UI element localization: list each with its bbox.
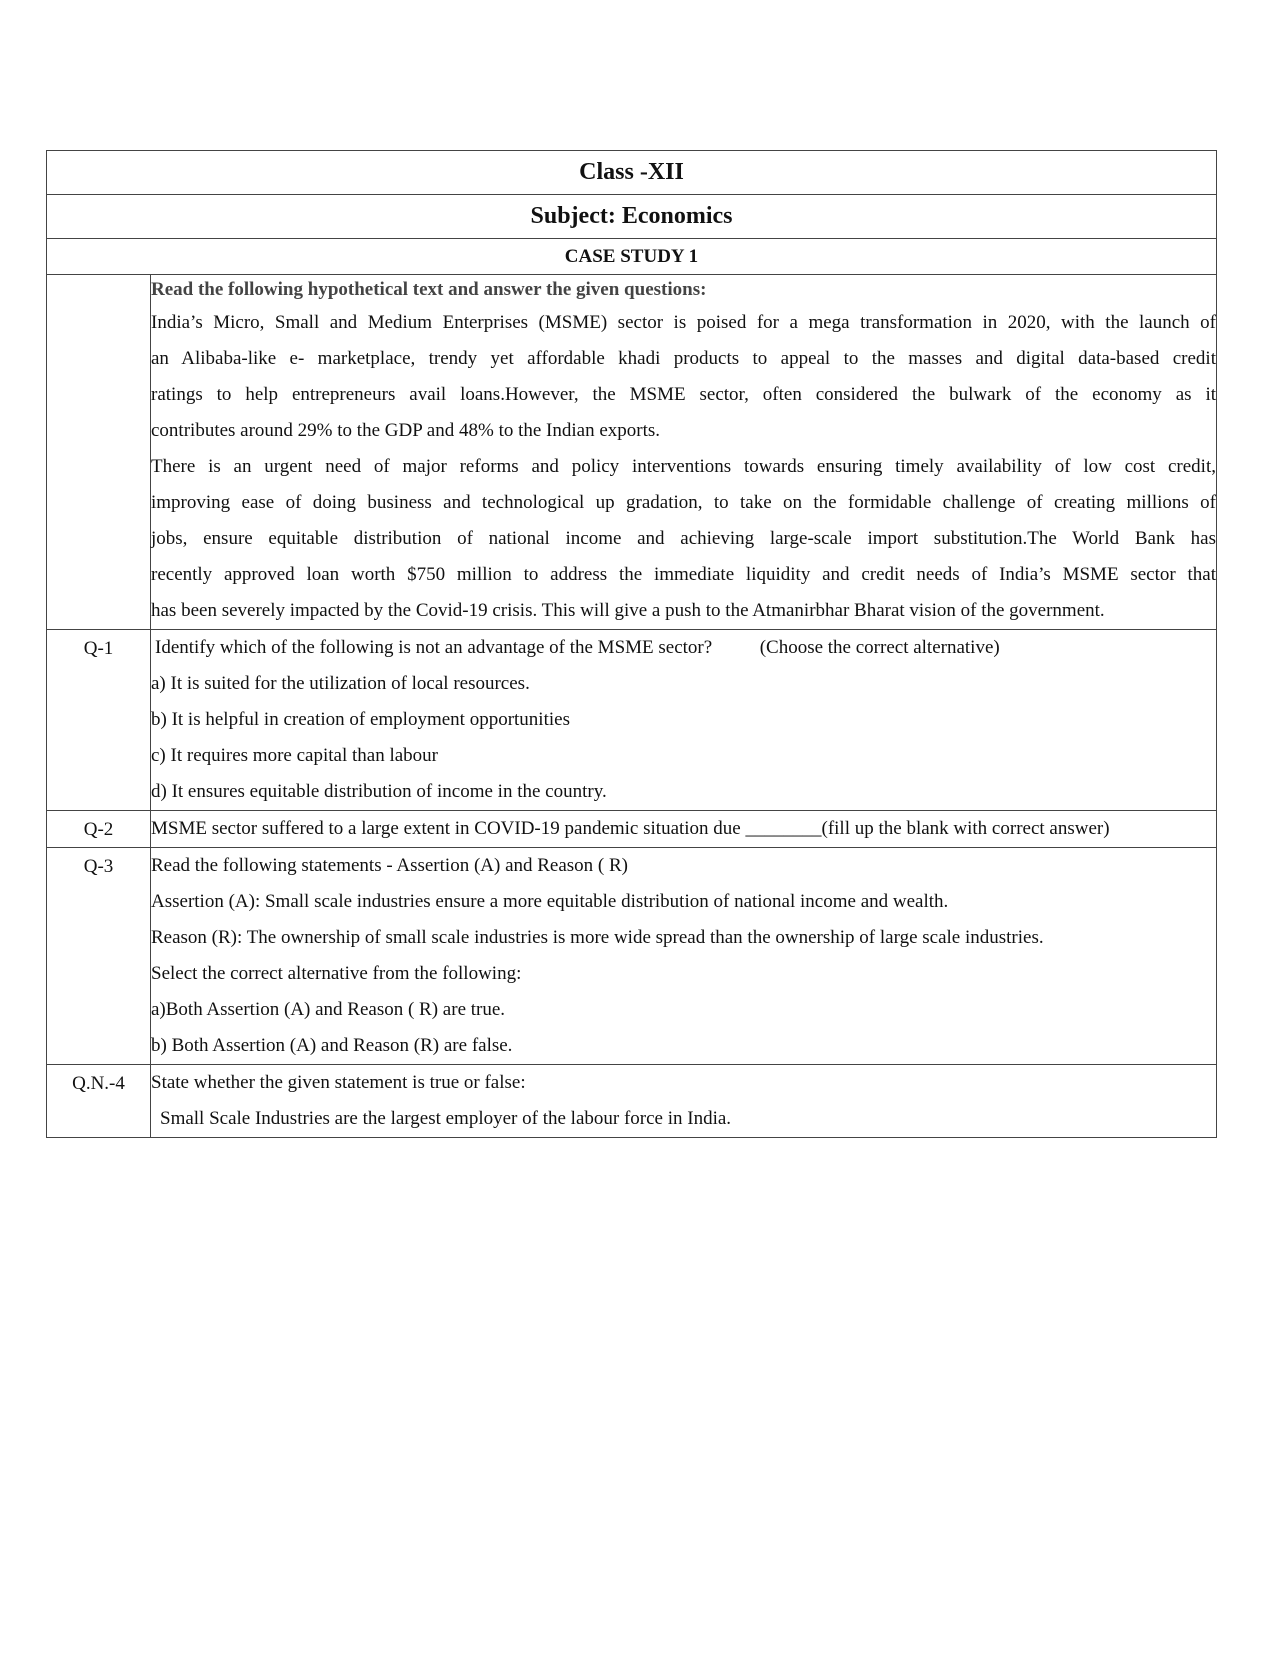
passage-line: There is an urgent need of major reforms and policy interventions towards ensuring timely availability of low cost credit, [151,456,1216,477]
passage-cell [151,275,1217,630]
passage-line: contributes around 29% to the GDP and 48% to the Indian exports. [151,420,661,441]
question-label-cell [47,848,151,1065]
passage-label-cell [47,275,151,630]
question-label-cell [47,811,151,848]
question-row-q4 [47,1065,1217,1138]
passage-row [47,275,1217,630]
question-label-cell [47,1065,151,1138]
passage-line: improving ease of doing business and technological up gradation, to take on the formidable challenge of creating millions of [151,492,1216,513]
option-b: b) Both Assertion (A) and Reason (R) are false. [151,1035,513,1056]
case-study-table [46,150,1217,1138]
subject-row [47,195,1217,239]
class-title: Class -XII [47,151,1217,195]
passage-line: recently approved loan worth $750 million to address the immediate liquidity and credit needs of India’s MSME sector that [151,564,1216,585]
passage-line: ratings to help entrepreneurs avail loans.However, the MSME sector, often considered the bulwark of the economy as it [151,384,1216,405]
option-a: a) It is suited for the utilization of local resources. [151,673,530,694]
question-text: State whether the given statement is true or false: [151,1072,526,1093]
class-row [47,151,1217,195]
question-body [151,848,1217,1065]
select-instruction: Select the correct alternative from the following: [151,963,522,984]
question-body [151,1065,1217,1138]
question-body [151,630,1217,811]
question-label-cell [47,630,151,811]
reason-text: Reason (R): The ownership of small scale industries is more wide spread than the ownership of large scale industries. [151,927,1044,948]
subject-title: Subject: Economics [47,195,1217,239]
question-label: Q-2 [83,819,114,840]
question-text: Identify which of the following is not an advantage of the MSME sector? (Choose the correct alternative) [155,637,1000,658]
question-row-q2 [47,811,1217,848]
question-label: Q-1 [83,638,114,659]
option-c: c) It requires more capital than labour [151,745,438,766]
case-study-title: CASE STUDY 1 [47,239,1217,275]
assertion-text: Assertion (A): Small scale industries ensure a more equitable distribution of national income and wealth. [151,891,949,912]
passage-line: India’s Micro, Small and Medium Enterprises (MSME) sector is poised for a mega transformation in 2020, with the launch of [151,312,1216,333]
question-row-q1 [47,630,1217,811]
question-label: Q-3 [83,856,114,877]
question-label: Q.N.-4 [72,1073,125,1094]
passage-line: an Alibaba-like e- marketplace, trendy yet affordable khadi products to appeal to the masses and digital data-based credit [151,348,1216,369]
question-text: Read the following statements - Assertion (A) and Reason ( R) [151,855,629,876]
passage-line: jobs, ensure equitable distribution of national income and achieving large-scale import substitution.The World Bank has [151,528,1216,549]
question-text: MSME sector suffered to a large extent in COVID-19 pandemic situation due ________(fill up the blank with correct answer) [151,818,1110,839]
question-body [151,811,1217,848]
question-row-q3 [47,848,1217,1065]
case-study-row [47,239,1217,275]
passage-instruction: Read the following hypothetical text and answer the given questions: [151,279,707,300]
option-d: d) It ensures equitable distribution of income in the country. [151,781,607,802]
statement-text: Small Scale Industries are the largest employer of the labour force in India. [160,1108,732,1129]
option-a: a)Both Assertion (A) and Reason ( R) are true. [151,999,506,1020]
passage-line: has been severely impacted by the Covid-19 crisis. This will give a push to the Atmanirbhar Bharat vision of the government. [151,600,1105,621]
option-b: b) It is helpful in creation of employment opportunities [151,709,570,730]
